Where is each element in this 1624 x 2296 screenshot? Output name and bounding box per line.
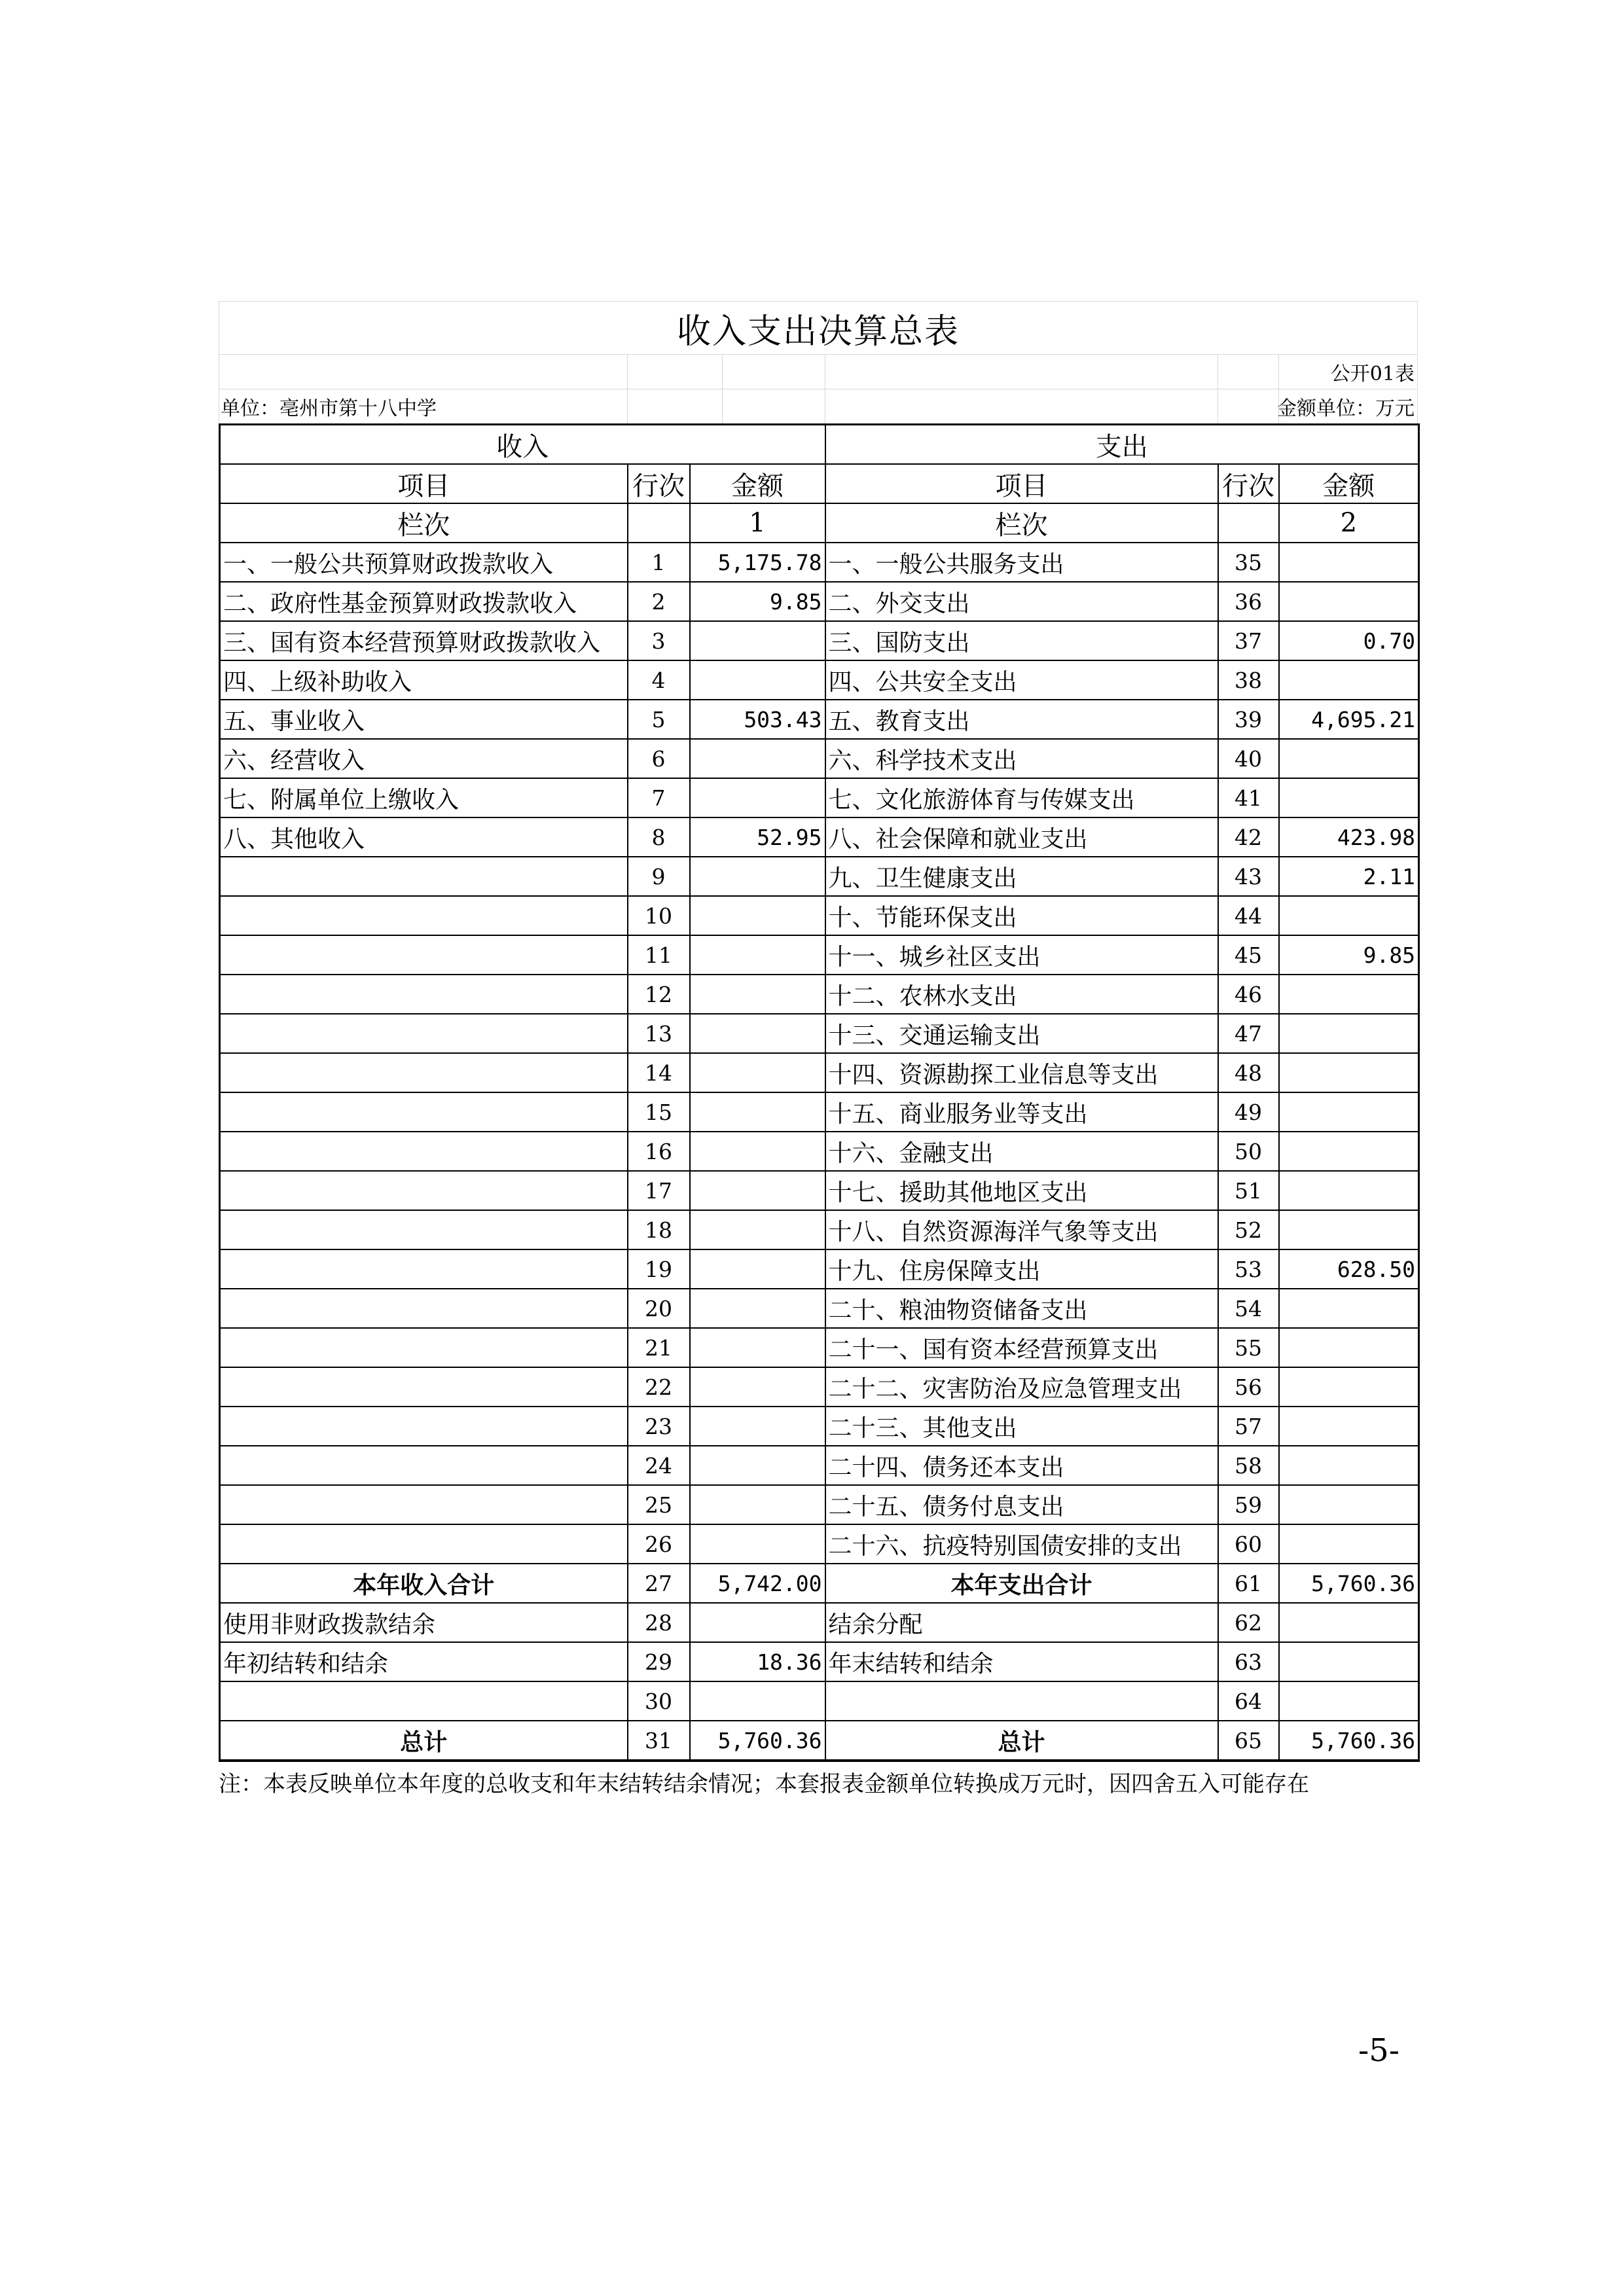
table-row <box>220 1485 1419 1524</box>
income-amount-cell <box>690 1210 825 1249</box>
income-item-cell <box>220 857 628 896</box>
expense-amount-cell <box>1279 896 1419 935</box>
expense-rowno-cell: 43 <box>1218 857 1279 896</box>
income-rowno-cell: 19 <box>628 1249 690 1289</box>
expense-rowno-cell: 65 <box>1218 1721 1279 1761</box>
expense-item-cell: 三、国防支出 <box>825 621 1218 660</box>
income-amount-cell <box>690 1132 825 1171</box>
expense-item-cell: 十一、城乡社区支出 <box>825 935 1218 975</box>
income-rowno-cell: 3 <box>628 621 690 660</box>
expense-rowno-cell: 37 <box>1218 621 1279 660</box>
income-item-cell: 年初结转和结余 <box>220 1642 628 1681</box>
income-item-cell <box>220 1681 628 1721</box>
income-item-cell: 使用非财政拨款结余 <box>220 1603 628 1642</box>
expense-item-cell: 结余分配 <box>825 1603 1218 1642</box>
expense-amount-cell <box>1279 660 1419 700</box>
expense-amount-header: 金额 <box>1279 464 1419 503</box>
expense-rowno-cell: 55 <box>1218 1328 1279 1367</box>
report-sheet <box>219 301 1418 1798</box>
income-rowno-cell: 13 <box>628 1014 690 1053</box>
expense-rowno-cell: 48 <box>1218 1053 1279 1092</box>
expense-rowno-header: 行次 <box>1218 464 1279 503</box>
table-row <box>220 1053 1419 1092</box>
income-item-cell <box>220 1485 628 1524</box>
income-amount-cell: 503.43 <box>690 700 825 739</box>
income-rowno-cell: 24 <box>628 1446 690 1485</box>
expense-amount-cell <box>1279 1367 1419 1407</box>
income-item-cell <box>220 935 628 975</box>
expense-amount-cell: 5,760.36 <box>1279 1564 1419 1603</box>
expense-rowno-cell: 36 <box>1218 582 1279 621</box>
expense-rowno-cell: 59 <box>1218 1485 1279 1524</box>
income-rowno-header: 行次 <box>628 464 690 503</box>
expense-amount-cell <box>1279 1289 1419 1328</box>
expense-amount-cell <box>1279 1524 1419 1564</box>
income-item-header: 项目 <box>220 464 628 503</box>
form-code-row <box>219 354 1418 389</box>
income-amount-cell <box>690 1367 825 1407</box>
expense-item-cell: 二十、粮油物资储备支出 <box>825 1289 1218 1328</box>
income-rowno-cell: 14 <box>628 1053 690 1092</box>
expense-amount-cell <box>1279 1642 1419 1681</box>
table-row <box>220 1092 1419 1132</box>
table-row <box>220 896 1419 935</box>
expense-rowno-cell: 54 <box>1218 1289 1279 1328</box>
currency-unit: 金额单位：万元 <box>1277 397 1415 420</box>
table-row <box>220 1289 1419 1328</box>
income-amount-cell <box>690 1249 825 1289</box>
unit-row <box>219 389 1418 423</box>
income-item-cell <box>220 1249 628 1289</box>
expense-rowno-cell: 49 <box>1218 1092 1279 1132</box>
income-amount-cell <box>690 975 825 1014</box>
income-rowno-cell: 29 <box>628 1642 690 1681</box>
table-row <box>220 1642 1419 1681</box>
income-amount-cell: 5,175.78 <box>690 543 825 582</box>
expense-item-cell: 十七、援助其他地区支出 <box>825 1171 1218 1210</box>
expense-item-cell: 一、一般公共服务支出 <box>825 543 1218 582</box>
table-row <box>220 1407 1419 1446</box>
income-rowno-cell: 7 <box>628 778 690 817</box>
expense-amount-cell <box>1279 975 1419 1014</box>
expense-column-number: 2 <box>1279 503 1419 543</box>
expense-item-cell: 八、社会保障和就业支出 <box>825 817 1218 857</box>
expense-rowno-cell: 61 <box>1218 1564 1279 1603</box>
expense-item-cell <box>825 1681 1218 1721</box>
income-item-cell: 八、其他收入 <box>220 817 628 857</box>
expense-item-cell: 总计 <box>825 1721 1218 1761</box>
table-row <box>220 1446 1419 1485</box>
income-amount-cell <box>690 1328 825 1367</box>
income-amount-cell <box>690 935 825 975</box>
income-rowno-cell: 11 <box>628 935 690 975</box>
expense-rowno-cell: 45 <box>1218 935 1279 975</box>
expense-rowno-cell: 63 <box>1218 1642 1279 1681</box>
income-amount-cell: 18.36 <box>690 1642 825 1681</box>
table-row <box>220 1564 1419 1603</box>
income-amount-cell <box>690 1485 825 1524</box>
income-amount-cell <box>690 1407 825 1446</box>
income-rowno-cell: 22 <box>628 1367 690 1407</box>
income-rowno-cell: 25 <box>628 1485 690 1524</box>
expense-rowno-cell: 39 <box>1218 700 1279 739</box>
income-rowno-cell: 26 <box>628 1524 690 1564</box>
income-amount-header: 金额 <box>690 464 825 503</box>
table-row <box>220 660 1419 700</box>
expense-amount-cell: 5,760.36 <box>1279 1721 1419 1761</box>
income-rowno-cell: 28 <box>628 1603 690 1642</box>
expense-rowno-cell: 58 <box>1218 1446 1279 1485</box>
expense-item-cell: 二十五、债务付息支出 <box>825 1485 1218 1524</box>
income-rowno-cell: 21 <box>628 1328 690 1367</box>
expense-rowno-cell: 60 <box>1218 1524 1279 1564</box>
expense-amount-cell <box>1279 1485 1419 1524</box>
expense-rowno-cell: 53 <box>1218 1249 1279 1289</box>
expense-rowno-cell: 50 <box>1218 1132 1279 1171</box>
expense-amount-cell <box>1279 1210 1419 1249</box>
expense-header: 支出 <box>825 425 1419 465</box>
income-amount-cell: 5,742.00 <box>690 1564 825 1603</box>
income-amount-cell <box>690 660 825 700</box>
table-row <box>220 1132 1419 1171</box>
expense-rowno-cell: 56 <box>1218 1367 1279 1407</box>
income-item-cell <box>220 1014 628 1053</box>
expense-column-label: 栏次 <box>825 503 1218 543</box>
table-row <box>220 1014 1419 1053</box>
income-item-cell: 二、政府性基金预算财政拨款收入 <box>220 582 628 621</box>
income-item-cell <box>220 1053 628 1092</box>
expense-rowno-cell: 64 <box>1218 1681 1279 1721</box>
expense-amount-cell <box>1279 778 1419 817</box>
expense-item-cell: 二十四、债务还本支出 <box>825 1446 1218 1485</box>
expense-rowno-cell: 35 <box>1218 543 1279 582</box>
section-header-row <box>220 425 1419 465</box>
expense-rowno-cell: 46 <box>1218 975 1279 1014</box>
expense-amount-cell <box>1279 1053 1419 1092</box>
expense-amount-cell <box>1279 1014 1419 1053</box>
expense-item-cell: 十八、自然资源海洋气象等支出 <box>825 1210 1218 1249</box>
expense-amount-cell <box>1279 1407 1419 1446</box>
table-row <box>220 1249 1419 1289</box>
income-rowno-cell: 30 <box>628 1681 690 1721</box>
income-rowno-cell: 8 <box>628 817 690 857</box>
income-rowno-cell: 27 <box>628 1564 690 1603</box>
table-row <box>220 582 1419 621</box>
table-row <box>220 935 1419 975</box>
income-item-cell <box>220 975 628 1014</box>
expense-rowno-cell: 41 <box>1218 778 1279 817</box>
income-item-cell: 六、经营收入 <box>220 739 628 778</box>
expense-amount-cell <box>1279 1092 1419 1132</box>
income-item-cell <box>220 1092 628 1132</box>
unit-name: 单位：亳州市第十八中学 <box>221 397 437 420</box>
income-amount-cell <box>690 896 825 935</box>
income-item-cell: 总计 <box>220 1721 628 1761</box>
expense-amount-cell <box>1279 1328 1419 1367</box>
income-column-label: 栏次 <box>220 503 628 543</box>
income-item-cell <box>220 1289 628 1328</box>
expense-rowno-cell: 51 <box>1218 1171 1279 1210</box>
income-item-cell <box>220 1132 628 1171</box>
income-rowno-cell: 12 <box>628 975 690 1014</box>
table-row <box>220 1721 1419 1761</box>
table-row <box>220 739 1419 778</box>
expense-rowno-cell: 47 <box>1218 1014 1279 1053</box>
expense-item-cell: 十二、农林水支出 <box>825 975 1218 1014</box>
expense-item-cell: 二十二、灾害防治及应急管理支出 <box>825 1367 1218 1407</box>
income-item-cell <box>220 1210 628 1249</box>
table-row <box>220 817 1419 857</box>
income-rowno-cell: 23 <box>628 1407 690 1446</box>
expense-item-cell: 年末结转和结余 <box>825 1642 1218 1681</box>
income-item-cell: 一、一般公共预算财政拨款收入 <box>220 543 628 582</box>
income-item-cell <box>220 1367 628 1407</box>
table-row <box>220 1210 1419 1249</box>
income-column-blank <box>628 503 690 543</box>
income-rowno-cell: 6 <box>628 739 690 778</box>
expense-item-cell: 五、教育支出 <box>825 700 1218 739</box>
income-rowno-cell: 17 <box>628 1171 690 1210</box>
income-rowno-cell: 5 <box>628 700 690 739</box>
table-row <box>220 621 1419 660</box>
income-amount-cell <box>690 778 825 817</box>
expense-rowno-cell: 52 <box>1218 1210 1279 1249</box>
expense-amount-cell <box>1279 1446 1419 1485</box>
income-rowno-cell: 10 <box>628 896 690 935</box>
column-header-row <box>220 464 1419 503</box>
income-amount-cell: 5,760.36 <box>690 1721 825 1761</box>
income-amount-cell <box>690 1053 825 1092</box>
table-row <box>220 975 1419 1014</box>
income-amount-cell: 9.85 <box>690 582 825 621</box>
expense-item-cell: 九、卫生健康支出 <box>825 857 1218 896</box>
report-title: 收入支出决算总表 <box>219 301 1418 354</box>
expense-item-cell: 二、外交支出 <box>825 582 1218 621</box>
expense-amount-cell <box>1279 739 1419 778</box>
expense-item-header: 项目 <box>825 464 1218 503</box>
income-amount-cell <box>690 1524 825 1564</box>
expense-amount-cell: 423.98 <box>1279 817 1419 857</box>
expense-rowno-cell: 44 <box>1218 896 1279 935</box>
income-amount-cell <box>690 739 825 778</box>
income-rowno-cell: 31 <box>628 1721 690 1761</box>
income-amount-cell <box>690 1092 825 1132</box>
expense-item-cell: 二十六、抗疫特别国债安排的支出 <box>825 1524 1218 1564</box>
income-item-cell: 七、附属单位上缴收入 <box>220 778 628 817</box>
expense-amount-cell <box>1279 582 1419 621</box>
expense-item-cell: 二十一、国有资本经营预算支出 <box>825 1328 1218 1367</box>
income-rowno-cell: 16 <box>628 1132 690 1171</box>
expense-rowno-cell: 40 <box>1218 739 1279 778</box>
expense-column-blank <box>1218 503 1279 543</box>
income-header: 收入 <box>220 425 825 465</box>
expense-item-cell: 十九、住房保障支出 <box>825 1249 1218 1289</box>
income-item-cell <box>220 896 628 935</box>
income-amount-cell <box>690 1681 825 1721</box>
expense-amount-cell: 628.50 <box>1279 1249 1419 1289</box>
expense-item-cell: 二十三、其他支出 <box>825 1407 1218 1446</box>
income-item-cell <box>220 1446 628 1485</box>
income-item-cell <box>220 1328 628 1367</box>
expense-rowno-cell: 42 <box>1218 817 1279 857</box>
expense-amount-cell: 2.11 <box>1279 857 1419 896</box>
expense-item-cell: 十四、资源勘探工业信息等支出 <box>825 1053 1218 1092</box>
income-rowno-cell: 4 <box>628 660 690 700</box>
income-amount-cell <box>690 857 825 896</box>
income-amount-cell: 52.95 <box>690 817 825 857</box>
income-item-cell <box>220 1524 628 1564</box>
table-row <box>220 1681 1419 1721</box>
table-row <box>220 1171 1419 1210</box>
income-item-cell: 三、国有资本经营预算财政拨款收入 <box>220 621 628 660</box>
expense-item-cell: 六、科学技术支出 <box>825 739 1218 778</box>
expense-amount-cell: 4,695.21 <box>1279 700 1419 739</box>
expense-amount-cell <box>1279 1681 1419 1721</box>
income-rowno-cell: 20 <box>628 1289 690 1328</box>
income-amount-cell <box>690 1446 825 1485</box>
income-rowno-cell: 9 <box>628 857 690 896</box>
table-row <box>220 1328 1419 1367</box>
table-row <box>220 778 1419 817</box>
page-number: -5- <box>1358 2032 1399 2069</box>
income-expense-table <box>219 423 1420 1762</box>
table-row <box>220 543 1419 582</box>
table-row <box>220 1367 1419 1407</box>
expense-item-cell: 十、节能环保支出 <box>825 896 1218 935</box>
expense-amount-cell <box>1279 1132 1419 1171</box>
expense-rowno-cell: 38 <box>1218 660 1279 700</box>
table-note: 注：本表反映单位本年度的总收支和年末结转结余情况；本套报表金额单位转换成万元时，因四舍五入可能存在 <box>219 1771 1309 1797</box>
income-amount-cell <box>690 621 825 660</box>
income-amount-cell <box>690 1171 825 1210</box>
expense-item-cell: 本年支出合计 <box>825 1564 1218 1603</box>
income-amount-cell <box>690 1603 825 1642</box>
income-rowno-cell: 2 <box>628 582 690 621</box>
expense-rowno-cell: 57 <box>1218 1407 1279 1446</box>
expense-item-cell: 四、公共安全支出 <box>825 660 1218 700</box>
expense-amount-cell <box>1279 1603 1419 1642</box>
expense-amount-cell <box>1279 1171 1419 1210</box>
form-code: 公开01表 <box>1330 363 1415 386</box>
income-rowno-cell: 15 <box>628 1092 690 1132</box>
column-number-row <box>220 503 1419 543</box>
income-rowno-cell: 18 <box>628 1210 690 1249</box>
expense-amount-cell <box>1279 543 1419 582</box>
expense-item-cell: 十三、交通运输支出 <box>825 1014 1218 1053</box>
table-row <box>220 700 1419 739</box>
income-amount-cell <box>690 1014 825 1053</box>
expense-item-cell: 十五、商业服务业等支出 <box>825 1092 1218 1132</box>
income-item-cell <box>220 1407 628 1446</box>
expense-item-cell: 七、文化旅游体育与传媒支出 <box>825 778 1218 817</box>
expense-item-cell: 十六、金融支出 <box>825 1132 1218 1171</box>
income-item-cell <box>220 1171 628 1210</box>
table-row <box>220 1524 1419 1564</box>
income-item-cell: 本年收入合计 <box>220 1564 628 1603</box>
table-row <box>220 1603 1419 1642</box>
income-amount-cell <box>690 1289 825 1328</box>
income-item-cell: 五、事业收入 <box>220 700 628 739</box>
income-column-number: 1 <box>690 503 825 543</box>
income-item-cell: 四、上级补助收入 <box>220 660 628 700</box>
expense-amount-cell: 0.70 <box>1279 621 1419 660</box>
expense-amount-cell: 9.85 <box>1279 935 1419 975</box>
table-row <box>220 857 1419 896</box>
income-rowno-cell: 1 <box>628 543 690 582</box>
expense-rowno-cell: 62 <box>1218 1603 1279 1642</box>
